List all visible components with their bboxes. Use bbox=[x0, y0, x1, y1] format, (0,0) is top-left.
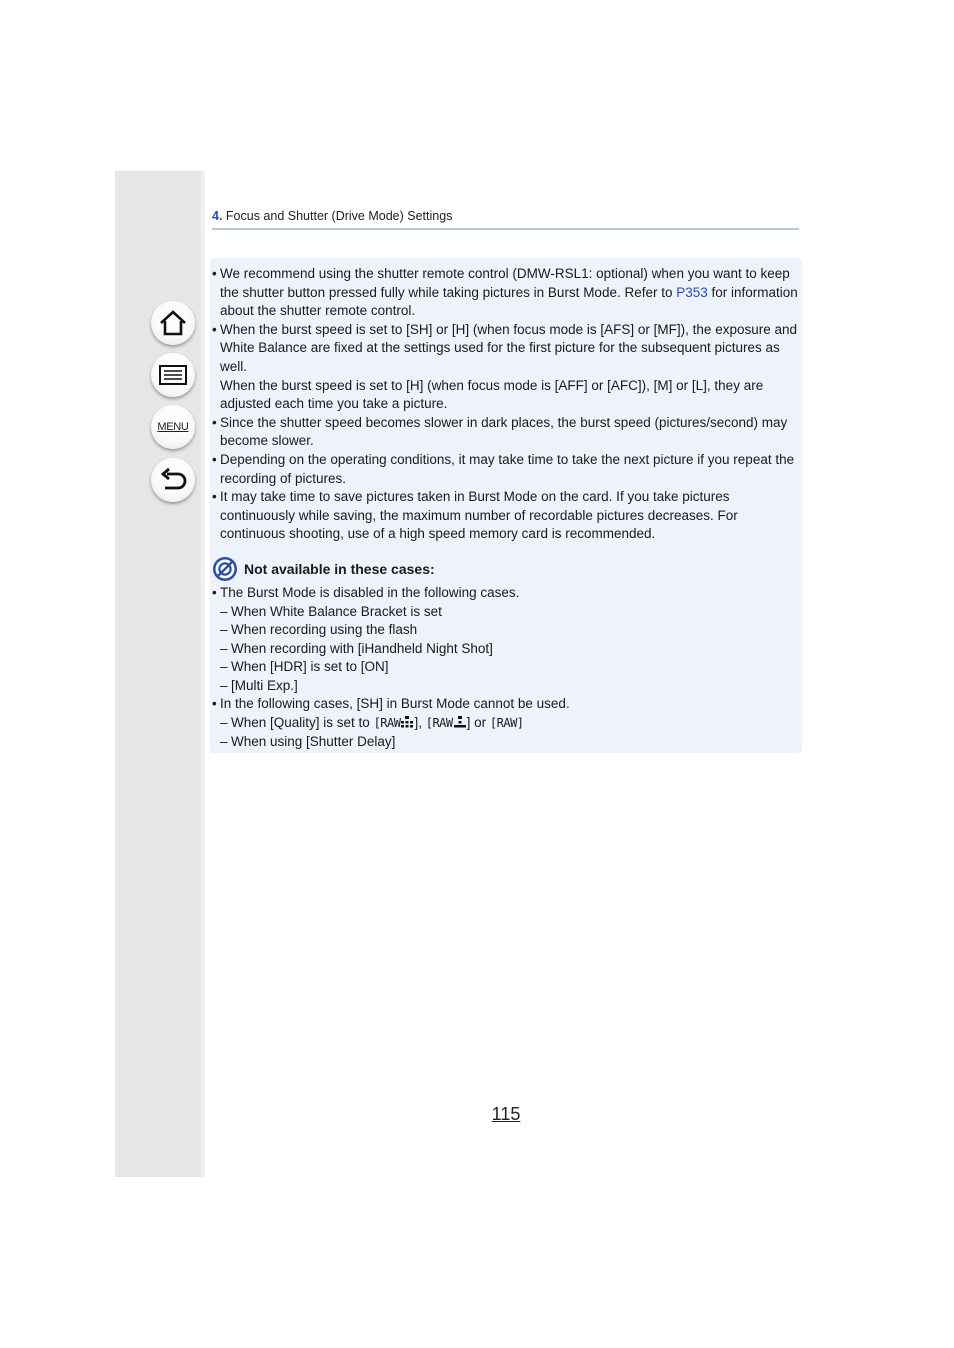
chapter-title: Focus and Shutter (Drive Mode) Settings bbox=[222, 209, 453, 223]
note-text: We recommend using the shutter remote control (DMW-RSL1: optional) when you want to keep the shutter button pressed fully while taking pictures in Burst Mode. Refer to bbox=[220, 266, 790, 300]
home-button[interactable] bbox=[151, 301, 195, 345]
note-text: for information about the shutter remote control. bbox=[220, 284, 798, 319]
note-item bbox=[212, 265, 800, 321]
list-item-text: ] or bbox=[466, 715, 490, 731]
note-item: • It may take time to save pictures taken in Burst Mode on the card. If you take pictures continuously while saving, the maximum number of recordable pictures decreases. For continuous shooting, use of a high speed memory card is recommended. bbox=[212, 488, 800, 544]
back-icon bbox=[158, 467, 188, 493]
raw-quality-icon: [RAW] bbox=[489, 716, 524, 731]
page-link-p353[interactable]: P353 bbox=[676, 284, 708, 300]
raw-label: [RAW bbox=[373, 716, 401, 731]
chapter-header bbox=[212, 209, 799, 230]
list-item: – When recording using the flash bbox=[212, 621, 800, 640]
back-button[interactable] bbox=[151, 458, 195, 502]
not-available-title: Not available in these cases: bbox=[244, 560, 435, 577]
raw-fine-quality-icon bbox=[374, 716, 415, 730]
standard-icon bbox=[453, 716, 467, 728]
list-item: – When [HDR] is set to [ON] bbox=[212, 658, 800, 677]
note-item bbox=[212, 321, 800, 414]
raw-standard-quality-icon bbox=[426, 716, 467, 730]
note-text: • When the burst speed is set to [SH] or [H] (when focus mode is [AFS] or [MF]), the exposure and White Balance are fixed at the settings used for the first picture for the subsequent pictures as well. bbox=[220, 321, 797, 374]
fine-icon bbox=[400, 716, 414, 728]
chapter-number: 4. bbox=[212, 209, 223, 223]
contents-button[interactable] bbox=[151, 353, 195, 397]
home-icon bbox=[158, 309, 188, 337]
menu-icon: MENU bbox=[157, 421, 189, 433]
raw-label: [RAW bbox=[425, 716, 453, 731]
contents-list-icon bbox=[158, 364, 188, 386]
list-item bbox=[212, 714, 800, 733]
list-item: – When White Balance Bracket is set bbox=[212, 603, 800, 622]
not-available-heading bbox=[212, 556, 800, 582]
sidebar-edge bbox=[201, 171, 205, 1177]
not-available-icon bbox=[212, 556, 238, 582]
note-item: • Since the shutter speed becomes slower in dark places, the burst speed (pictures/second) may become slower. bbox=[212, 414, 800, 451]
page-number: 115 bbox=[491, 1104, 521, 1124]
menu-button[interactable] bbox=[151, 405, 195, 449]
note-text: When the burst speed is set to [H] (when focus mode is [AFF] or [AFC]), [M] or [L], they are adjusted each time you take a picture. bbox=[220, 377, 764, 412]
note-item: • The Burst Mode is disabled in the following cases. bbox=[212, 584, 800, 603]
list-item: – When using [Shutter Delay] bbox=[212, 733, 800, 752]
list-item-text: When [Quality] is set to bbox=[231, 715, 374, 731]
note-item: • In the following cases, [SH] in Burst Mode cannot be used. bbox=[212, 695, 800, 714]
note-item: • Depending on the operating conditions, it may take time to take the next picture if you repeat the recording of pictures. bbox=[212, 451, 800, 488]
list-item-text: ], bbox=[414, 715, 426, 731]
notes-content bbox=[212, 265, 800, 751]
list-item: – [Multi Exp.] bbox=[212, 677, 800, 696]
list-item: – When recording with [iHandheld Night Shot] bbox=[212, 640, 800, 659]
